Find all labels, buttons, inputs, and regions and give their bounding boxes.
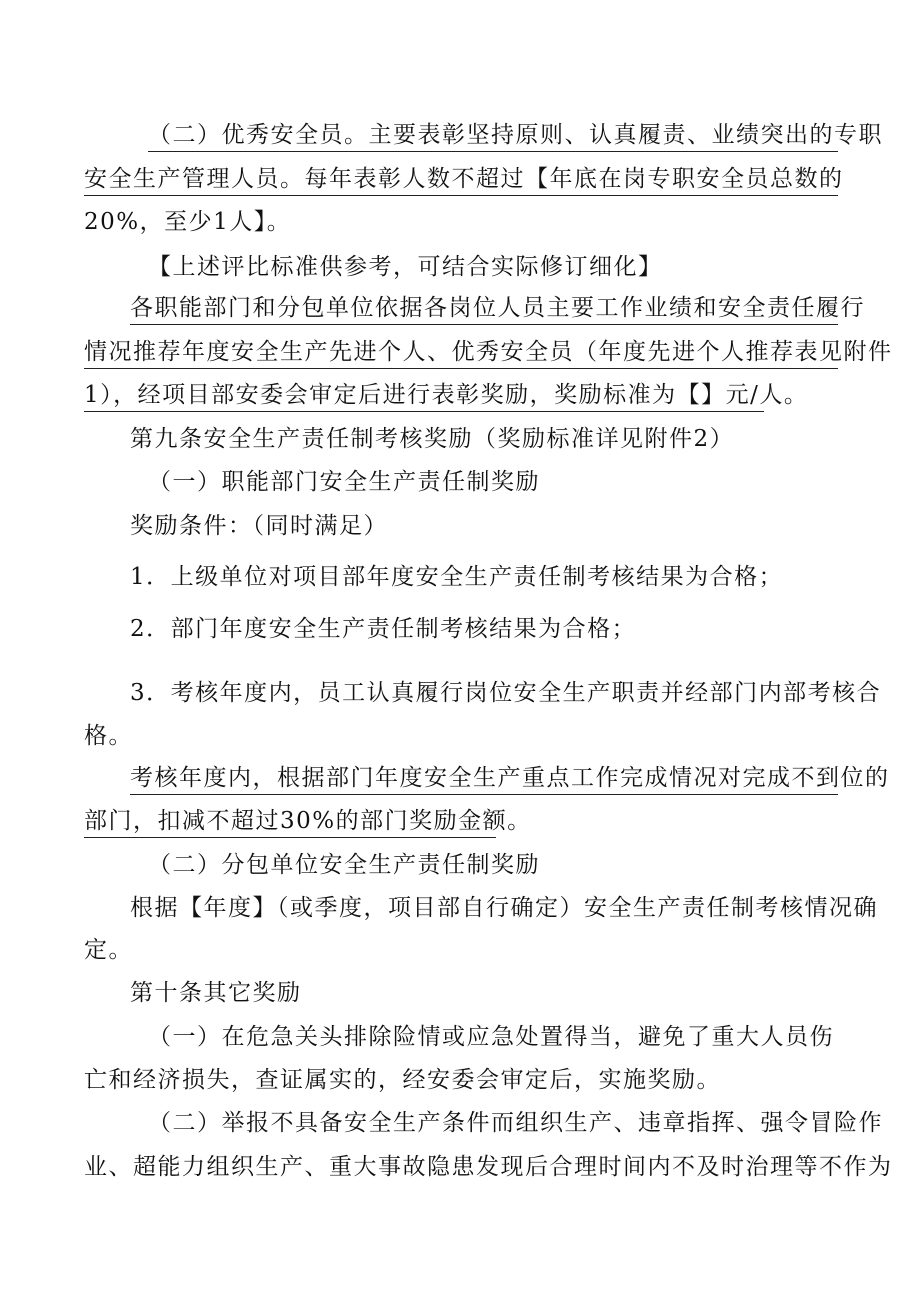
paragraph-line: 业、超能力组织生产、重大事故隐患发现后合理时间内不及时治理等不作为 [84,1154,893,1180]
paragraph-line: 情况推荐年度安全生产先进个人、优秀安全员（年度先进个人推荐表见附件 [84,337,838,369]
paragraph-line: 部门，扣减不超过30%的部门奖励金额。 [84,806,496,838]
paragraph-line: （一）在危急关头排除险情或应急处置得当，避免了重大人员伤 [148,1024,834,1050]
list-item: 1．上级单位对项目部年度安全生产责任制考核结果为合格； [130,564,784,590]
paragraph-line: 根据【年度】（或季度，项目部自行确定）安全生产责任制考核情况确 [130,895,878,921]
paragraph-line: 安全生产管理人员。每年表彰人数不超过【年底在岗专职安全员总数的 [84,164,838,196]
paragraph-line: （一）职能部门安全生产责任制奖励 [148,469,540,495]
list-item: 3．考核年度内，员工认真履行岗位安全生产职责并经部门内部考核合 [130,680,882,706]
paragraph-line: （二）优秀安全员。主要表彰坚持原则、认真履责、业绩突出的专职 [148,120,838,152]
paragraph-line: 格。 [84,723,133,749]
paragraph-line: （二）举报不具备安全生产条件而组织生产、违章指挥、强令冒险作 [148,1110,883,1136]
paragraph-line: 1），经项目部安委会审定后进行表彰奖励，奖励标准为【】元/人。 [84,380,764,412]
paragraph-line: 奖励条件：（同时满足） [130,513,388,539]
paragraph-line: 【上述评比标准供参考，可结合实际修订细化】 [148,254,663,280]
section-heading: 第十条其它奖励 [130,980,302,1006]
paragraph-line: 定。 [84,937,133,963]
list-item: 2．部门年度安全生产责任制考核结果为合格； [130,616,637,642]
paragraph-line: （二）分包单位安全生产责任制奖励 [148,852,540,878]
paragraph-line: 亡和经济损失，查证属实的，经安委会审定后，实施奖励。 [84,1067,721,1093]
paragraph-line: 考核年度内，根据部门年度安全生产重点工作完成情况对完成不到位的 [130,763,838,795]
paragraph-line: 20%，至少1人】。 [84,209,292,235]
section-heading: 第九条安全生产责任制考核奖励（奖励标准详见附件2） [130,426,735,452]
paragraph-line: 各职能部门和分包单位依据各岗位人员主要工作业绩和安全责任履行 [130,293,838,325]
